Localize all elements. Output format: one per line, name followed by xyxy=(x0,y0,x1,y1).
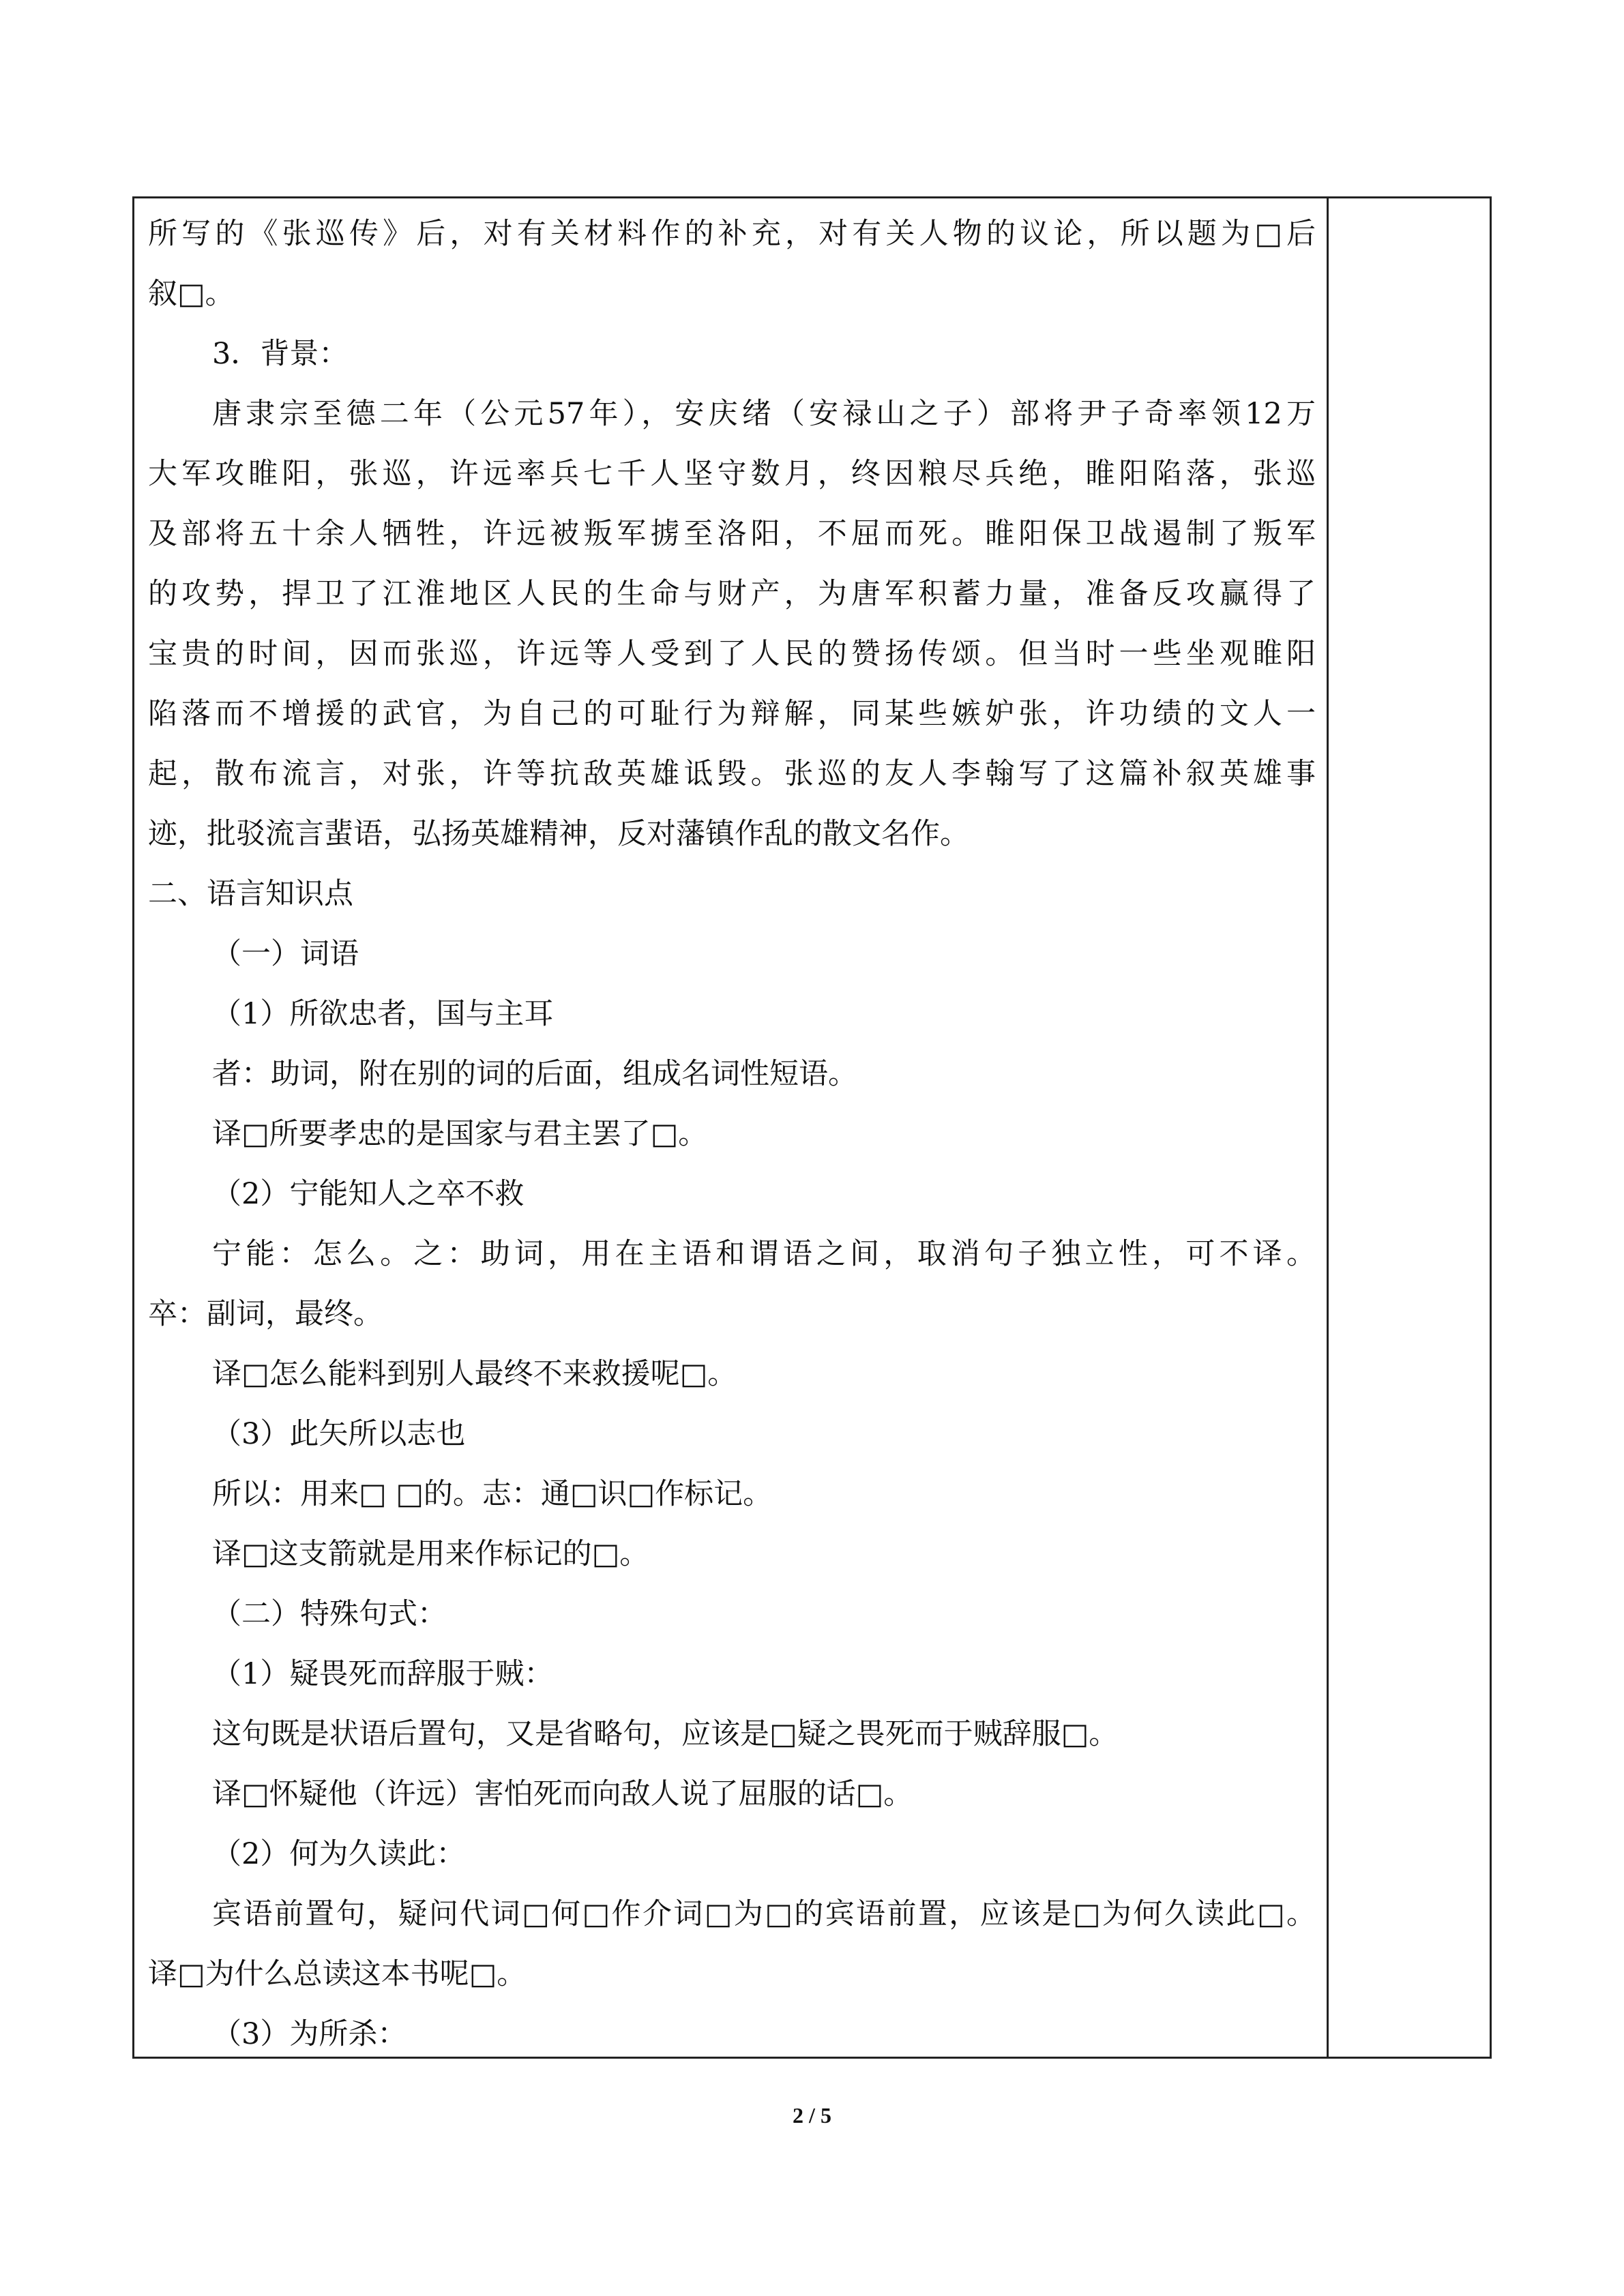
text-line: （2）何为久读此： xyxy=(212,1837,466,1871)
text-line: 译□所要孝忠的是国家与君主罢了□。 xyxy=(212,1117,708,1151)
page-number: 2 / 5 xyxy=(793,2103,831,2128)
text-line: 迹，批驳流言蜚语，弘扬英雄精神，反对藩镇作乱的散文名作。 xyxy=(148,817,969,851)
text-line: 唐隶宗至德二年（公元57年），安庆绪（安禄山之子）部将尹子奇率领12万 xyxy=(212,397,1316,431)
text-line: 宾语前置句，疑问代词□何□作介词□为□的宾语前置，应该是□为何久读此□。 xyxy=(212,1897,1316,1931)
column-divider xyxy=(1327,198,1329,2057)
text-line: （2）宁能知人之卒不救 xyxy=(212,1177,525,1211)
text-line: 译□怎么能料到别人最终不来救援呢□。 xyxy=(212,1357,737,1391)
text-line: （1）所欲忠者，国与主耳 xyxy=(212,997,554,1031)
subsection-heading: （一）词语 xyxy=(212,937,359,971)
text-line: 及部将五十余人牺牲，许远被叛军掳至洛阳，不屈而死。睢阳保卫战遏制了叛军 xyxy=(148,517,1316,551)
text-line: 大军攻睢阳，张巡，许远率兵七千人坚守数月，终因粮尽兵绝，睢阳陷落，张巡 xyxy=(148,457,1316,491)
text-line: 宝贵的时间，因而张巡，许远等人受到了人民的赞扬传颂。但当时一些坐观睢阳 xyxy=(148,637,1316,671)
text-line: 这句既是状语后置句，又是省略句，应该是□疑之畏死而于贼辞服□。 xyxy=(212,1717,1119,1751)
text-line: 的攻势，捍卫了江淮地区人民的生命与财产，为唐军积蓄力量，准备反攻赢得了 xyxy=(148,577,1316,611)
text-line: 起，散布流言，对张，许等抗敌英雄诋毁。张巡的友人李翰写了这篇补叙英雄事 xyxy=(148,757,1316,791)
document-table xyxy=(132,196,1492,2059)
text-line: 者：助词，附在别的词的后面，组成名词性短语。 xyxy=(212,1057,857,1091)
section-heading: 二、语言知识点 xyxy=(148,877,353,911)
text-line: （1）疑畏死而辞服于贼： xyxy=(212,1657,554,1691)
text-line: 所以：用来□ □的。志：通□识□作标记。 xyxy=(212,1477,773,1511)
text-line: 叙□。 xyxy=(148,277,235,311)
text-line: 译□怀疑他（许远）害怕死而向敌人说了屈服的话□。 xyxy=(212,1777,913,1811)
text-line: 所写的《张巡传》后，对有关材料作的补充，对有关人物的议论，所以题为□后 xyxy=(148,217,1316,251)
text-line: 陷落而不增援的武官，为自己的可耻行为辩解，同某些嫉妒张，许功绩的文人一 xyxy=(148,697,1316,731)
text-line: 译□这支箭就是用来作标记的□。 xyxy=(212,1537,649,1571)
text-line: 卒：副词，最终。 xyxy=(148,1297,383,1331)
text-line: （3）此矢所以志也 xyxy=(212,1417,466,1451)
text-line: （3）为所杀： xyxy=(212,2017,407,2051)
text-line: 宁能：怎么。之：助词，用在主语和谓语之间，取消句子独立性，可不译。 xyxy=(212,1237,1316,1271)
section-heading: 3．背景： xyxy=(212,337,349,371)
text-line: 译□为什么总读这本书呢□。 xyxy=(148,1957,527,1991)
subsection-heading: （二）特殊句式： xyxy=(212,1597,447,1631)
